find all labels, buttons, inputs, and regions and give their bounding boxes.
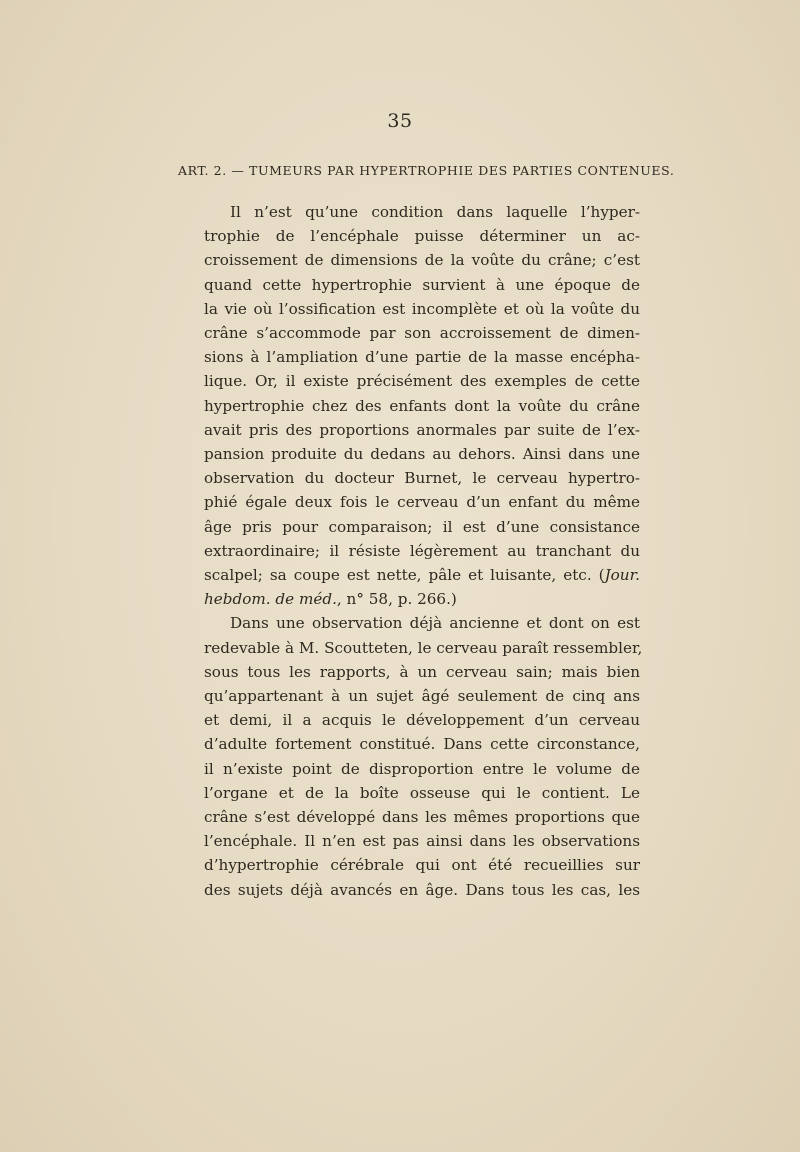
page-number: 35 [387, 110, 413, 132]
text-line: la vie où l’ossification est incomplète et où la voûte du [204, 299, 640, 318]
paragraph-2 [204, 611, 643, 901]
text-line: sous tous les rapports, à un cerveau sain; mais bien [204, 662, 640, 681]
text-line: des sujets déjà avancés en âge. Dans tous les cas, les [204, 880, 640, 899]
text-line: pansion produite du dedans au dehors. Ainsi dans une [204, 445, 640, 464]
text-line: crâne s’est développé dans les mêmes proportions que [204, 808, 640, 827]
text-line: âge pris pour comparaison; il est d’une consistance [204, 517, 640, 536]
text-line: et demi, il a acquis le développement d’un cerveau [204, 711, 640, 730]
text-line: observation du docteur Burnet, le cerveau hypertro- [204, 469, 640, 488]
text-line: hypertrophie chez des enfants dont la voûte du crâne [204, 396, 640, 415]
text-line: hebdom. de méd., n° 58, p. 266.) [204, 590, 457, 609]
body-text [204, 200, 643, 902]
text-line: lique. Or, il existe précisément des exemples de cette [204, 372, 640, 391]
text-line: d’hypertrophie cérébrale qui ont été recueillies sur [204, 856, 640, 875]
text-line: trophie de l’encéphale puisse déterminer un ac- [204, 227, 640, 246]
text-line: l’organe et de la boîte osseuse qui le contient. Le [204, 783, 640, 802]
text-line: redevable à M. Scoutteten, le cerveau paraît ressembler, [204, 638, 643, 657]
paragraph-1 [204, 200, 640, 611]
text-line: avait pris des proportions anormales par suite de l’ex- [204, 420, 640, 439]
text-line: scalpel; sa coupe est nette, pâle et luisante, etc. (Jour. [204, 566, 640, 585]
section-heading: ART. 2. — TUMEURS PAR HYPERTROPHIE DES PARTIES CONTENUES. [178, 163, 675, 178]
text-line: croissement de dimensions de la voûte du crâne; c’est [204, 251, 640, 270]
text-line: phié égale deux fois le cerveau d’un enfant du même [204, 493, 640, 512]
text-line: qu’appartenant à un sujet âgé seulement de cinq ans [204, 687, 640, 706]
text-line: Dans une observation déjà ancienne et dont on est [230, 614, 640, 633]
text-line: l’encéphale. Il n’en est pas ainsi dans les observations [204, 832, 640, 851]
text-line: Il n’est qu’une condition dans laquelle l’hyper- [230, 203, 640, 221]
text-line: d’adulte fortement constitué. Dans cette circonstance, [204, 735, 640, 754]
text-line: il n’existe point de disproportion entre le volume de [204, 759, 640, 778]
text-line: crâne s’accommode par son accroissement de dimen- [204, 324, 640, 343]
text-line: quand cette hypertrophie survient à une époque de [204, 275, 640, 294]
text-line: sions à l’ampliation d’une partie de la masse encépha- [204, 348, 640, 367]
text-line: extraordinaire; il résiste légèrement au tranchant du [204, 541, 640, 560]
